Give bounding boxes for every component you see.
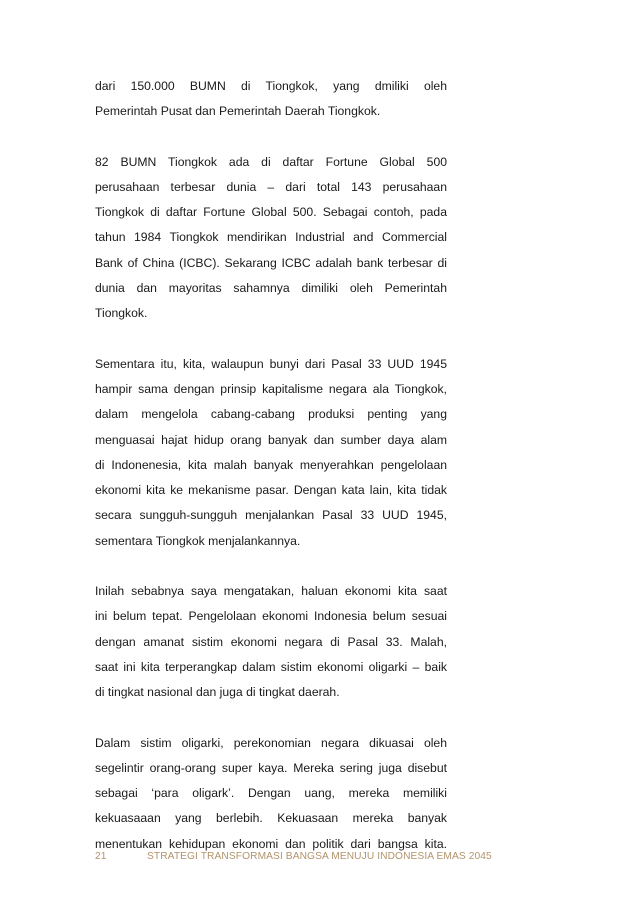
- text-line: di tingkat nasional dan juga di tingkat daerah.: [95, 685, 340, 700]
- text-line: hampir sama dengan prinsip kapitalisme negara ala Tiongkok,: [95, 381, 447, 396]
- text-line: secara sungguh-sungguh menjalankan Pasal 33 UUD 1945,: [95, 508, 447, 523]
- paragraph-1: [95, 74, 447, 125]
- text-line: dengan amanat sistim ekonomi negara di Pasal 33. Malah,: [95, 634, 447, 649]
- text-line: dari 150.000 BUMN di Tiongkok, yang dmiliki oleh: [95, 79, 447, 93]
- text-line: sebagai ‘para oligark’. Dengan uang, mereka memiliki: [95, 786, 447, 801]
- text-line: ekonomi kita ke mekanisme pasar. Dengan kata lain, kita tidak: [95, 483, 447, 498]
- text-line: menentukan kehidupan ekonomi dan politik dari bangsa kita.: [95, 836, 447, 851]
- text-line: Pemerintah Pusat dan Pemerintah Daerah Tiongkok.: [95, 104, 381, 119]
- text-line: dunia dan mayoritas sahamnya dimiliki oleh Pemerintah: [95, 281, 447, 296]
- text-line: Inilah sebabnya saya mengatakan, haluan ekonomi kita saat: [95, 584, 447, 599]
- body-text: [95, 74, 447, 882]
- text-line: 82 BUMN Tiongkok ada di daftar Fortune Global 500: [95, 154, 447, 169]
- text-line: Sementara itu, kita, walaupun bunyi dari Pasal 33 UUD 1945: [95, 356, 447, 371]
- paragraph-4: [95, 579, 447, 705]
- text-line: Bank of China (ICBC). Sekarang ICBC adalah bank terbesar di: [95, 255, 447, 270]
- text-line: tahun 1984 Tiongkok mendirikan Industrial and Commercial: [95, 230, 447, 245]
- page-number: 21: [95, 851, 107, 862]
- text-line: kekuasaaan yang berlebih. Kekuasaan mereka banyak: [95, 811, 447, 826]
- paragraph-5: [95, 731, 447, 857]
- text-line: Dalam sistim oligarki, perekonomian negara dikuasai oleh: [95, 735, 447, 750]
- text-line: dalam mengelola cabang-cabang produksi penting yang: [95, 407, 447, 422]
- text-line: menguasai hajat hidup orang banyak dan sumber daya alam: [95, 432, 447, 447]
- text-line: ini belum tepat. Pengelolaan ekonomi Indonesia belum sesuai: [95, 609, 447, 624]
- running-title: STRATEGI TRANSFORMASI BANGSA MENUJU INDONESIA EMAS 2045: [147, 851, 492, 862]
- text-line: Tiongkok.: [95, 306, 148, 321]
- text-line: di Indonenesia, kita malah banyak menyerahkan pengelolaan: [95, 457, 447, 472]
- text-line: perusahaan terbesar dunia – dari total 143 perusahaan: [95, 179, 447, 194]
- text-line: Tiongkok di daftar Fortune Global 500. Sebagai contoh, pada: [95, 205, 447, 220]
- paragraph-2: [95, 150, 447, 327]
- text-line: saat ini kita terperangkap dalam sistim ekonomi oligarki – baik: [95, 659, 447, 674]
- paragraph-3: [95, 352, 447, 554]
- text-line: segelintir orang-orang super kaya. Mereka sering juga disebut: [95, 760, 447, 775]
- text-line: sementara Tiongkok menjalankannya.: [95, 533, 301, 548]
